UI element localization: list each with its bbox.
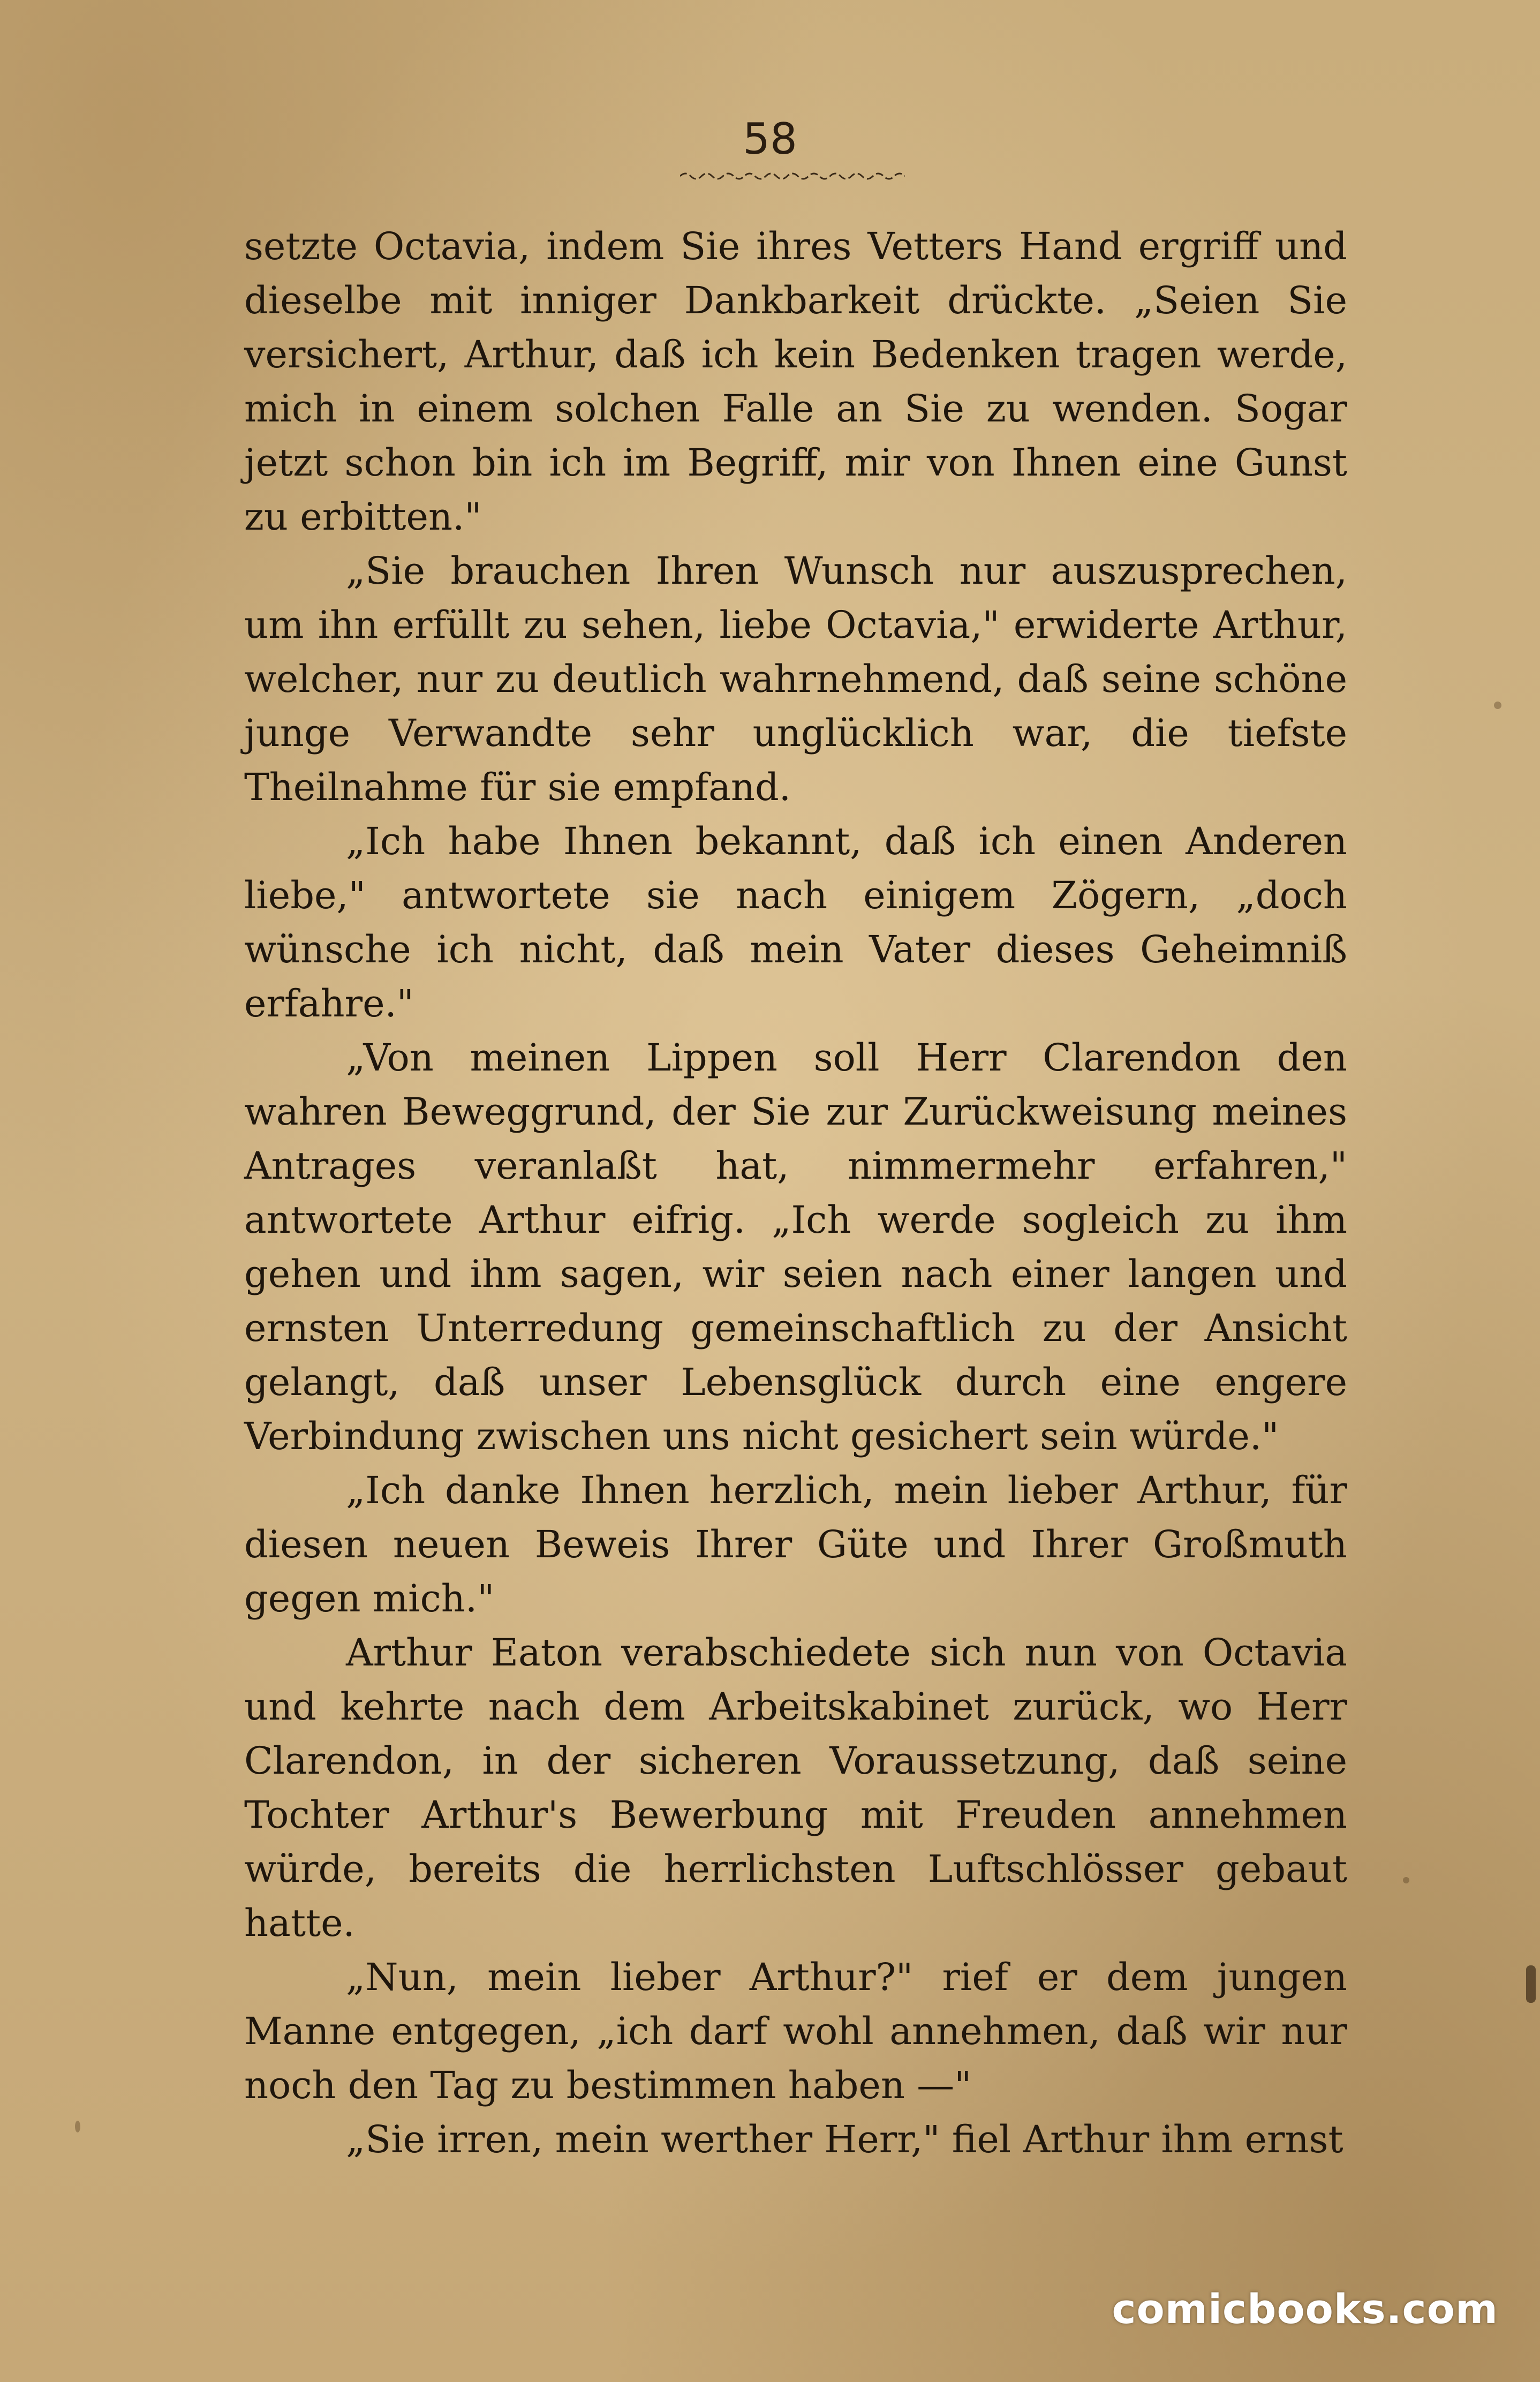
paper-speck [1494,702,1501,709]
paragraph: „Von meinen Lippen soll Herr Clarendon den wahren Beweggrund, der Sie zur Zurückweisung meines Antrages veranlaßt hat, nimmermehr erfahren," antwortete Arthur eifrig. „Ich werde sogleich zu ihm gehen und ihm sagen, wir seien nach einer langen und ernsten Unterredung gemeinschaftlich zu der Ansicht gelangt, daß unser Lebensglück durch eine engere Verbindung zwischen uns nicht gesichert sein würde." [244,1036,1347,1458]
paragraph: Arthur Eaton verabschiedete sich nun von Octavia und kehrte nach dem Arbeitskabinet zurück, wo Herr Clarendon, in der sicheren Voraussetzung, daß seine Tochter Arthur's Bewerbung mit Freuden annehmen würde, bereits die herrlichsten Luftschlösser gebaut hatte. [244,1631,1347,1945]
paper-speck [1526,1965,1536,2003]
paragraph: „Ich danke Ihnen herzlich, mein lieber Arthur, für diesen neuen Beweis Ihrer Güte und Ihrer Großmuth gegen mich." [244,1468,1347,1620]
ornament-rule-icon [680,169,905,180]
page-number: 58 [743,114,797,164]
paragraph: „Sie brauchen Ihren Wunsch nur auszusprechen, um ihn erfüllt zu sehen, liebe Octavia," erwiderte Arthur, welcher, nur zu deutlich wahrnehmend, daß seine schöne junge Verwandte sehr unglücklich war, die tiefste Theilnahme für sie empfand. [244,549,1347,809]
watermark: comicbooks.com [1112,2285,1498,2333]
paragraph: „Ich habe Ihnen bekannt, daß ich einen Anderen liebe," antwortete sie nach einigem Zögern, „doch wünsche ich nicht, daß mein Vater dieses Geheimniß erfahre." [244,819,1347,1026]
paragraph: setzte Octavia, indem Sie ihres Vetters Hand ergriff und dieselbe mit inniger Dankbarkeit drückte. „Seien Sie versichert, Arthur, daß ich kein Bedenken tragen werde, mich in einem solchen Falle an Sie zu wenden. Sogar jetzt schon bin ich im Begriff, mir von Ihnen eine Gunst zu erbitten." [244,224,1347,539]
paragraph: „Sie irren, mein werther Herr," fiel Arthur ihm ernst [346,2117,1343,2161]
paper-speck [1403,1877,1409,1883]
paper-speck [75,2121,80,2132]
body-text [244,220,1347,2167]
paragraph: „Nun, mein lieber Arthur?" rief er dem jungen Manne entgegen, „ich darf wohl annehmen, daß wir nur noch den Tag zu bestimmen haben —" [244,1955,1347,2107]
